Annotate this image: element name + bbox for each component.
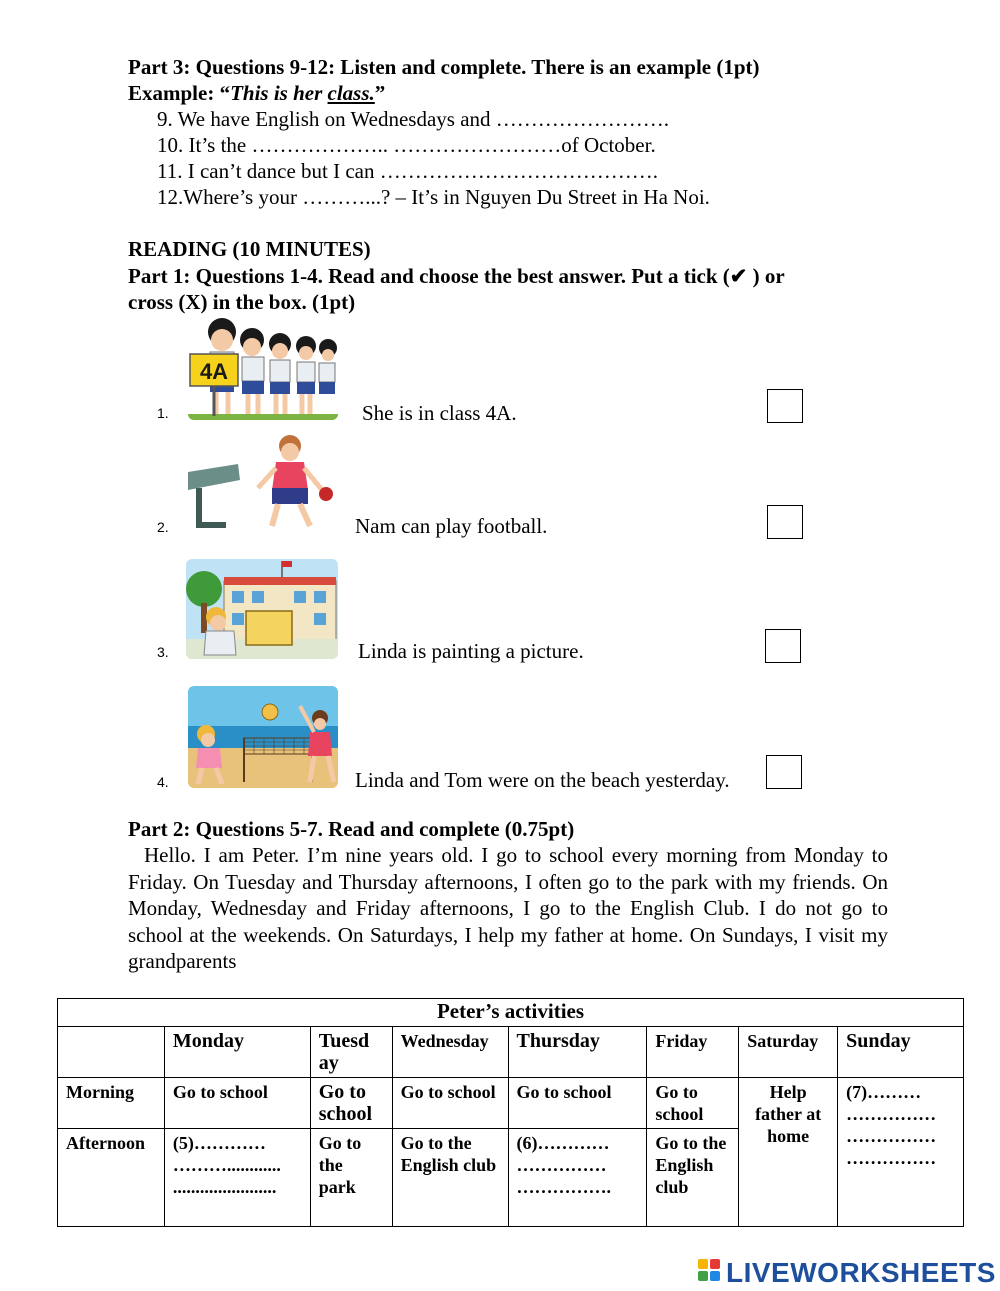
corner-cell [58, 1027, 165, 1078]
item-1-number: 1. [157, 405, 169, 421]
day-sunday: Sunday [838, 1027, 964, 1078]
example-close: ” [374, 81, 386, 105]
part1-heading-line2: cross (X) in the box. (1pt) [128, 290, 356, 314]
item-4-number: 4. [157, 774, 169, 790]
reading-title: READING (10 MINUTES) [128, 237, 371, 261]
answer-box-2[interactable] [767, 505, 803, 539]
answer-box-1[interactable] [767, 389, 803, 423]
answer-7-cell[interactable]: (7)……… …………… …………… …………… [838, 1078, 964, 1227]
morning-wednesday: Go to school [392, 1078, 508, 1129]
day-friday: Friday [647, 1027, 739, 1078]
item-2-sentence: Nam can play football. [355, 514, 548, 538]
part3-example [128, 80, 385, 106]
item-1-sentence: She is in class 4A. [362, 401, 517, 425]
ping-pong-picture [188, 428, 338, 532]
answer-5-cell[interactable]: (5)………… ………............ ....................... [164, 1129, 310, 1227]
painting-picture [186, 559, 338, 659]
liveworksheets-logo-icon [698, 1259, 720, 1281]
morning-label: Morning [58, 1078, 165, 1129]
item-2-number: 2. [157, 519, 169, 535]
example-label: Example: “ [128, 81, 231, 105]
answer-box-4[interactable] [766, 755, 802, 789]
saturday-cell: Help father at home [739, 1078, 838, 1227]
class-4a-picture [188, 316, 338, 420]
liveworksheets-logo[interactable]: LIVEWORKSHEETS [726, 1257, 996, 1288]
question-12: 12.Where’s your ………...? – It’s in Nguyen Du Street in Ha Noi. [157, 185, 710, 209]
day-monday: Monday [164, 1027, 310, 1078]
part3-heading: Part 3: Questions 9-12: Listen and complete. There is an example (1pt) [128, 55, 760, 79]
reading-passage: Hello. I am Peter. I’m nine years old. I go to school every morning from Monday to Friday. On Tuesday and Thursday afternoons, I often go to the park with my friends. On Monday, Wednesday and Friday afternoons, I go to the English Club. I do not go to school at the weekends. On Saturdays, I help my father at home. On Sundays, I visit my grandparents [128, 843, 888, 973]
beach-picture [188, 686, 338, 788]
item-3-number: 3. [157, 644, 169, 660]
day-wednesday: Wednesday [392, 1027, 508, 1078]
item-3-sentence: Linda is painting a picture. [358, 639, 584, 663]
morning-tuesday: Go to school [310, 1078, 392, 1129]
afternoon-label: Afternoon [58, 1129, 165, 1227]
morning-monday: Go to school [164, 1078, 310, 1129]
item-4-sentence: Linda and Tom were on the beach yesterday. [355, 768, 730, 792]
question-10: 10. It’s the ……………….. ……………………of October. [157, 133, 656, 157]
answer-6-cell[interactable]: (6)………… …………… ……………. [508, 1129, 647, 1227]
afternoon-friday: Go to the English club [647, 1129, 739, 1227]
morning-thursday: Go to school [508, 1078, 647, 1129]
afternoon-tuesday: Go to the park [310, 1129, 392, 1227]
question-11: 11. I can’t dance but I can …………………………………. [157, 159, 658, 183]
morning-friday: Go to school [647, 1078, 739, 1129]
table-title: Peter’s activities [58, 999, 964, 1027]
day-saturday: Saturday [739, 1027, 838, 1078]
part1-heading-line1: Part 1: Questions 1-4. Read and choose the best answer. Put a tick (✔ ) or [128, 264, 785, 288]
day-tuesday: Tuesd ay [310, 1027, 392, 1078]
question-9: 9. We have English on Wednesdays and ……………………. [157, 107, 670, 131]
answer-box-3[interactable] [765, 629, 801, 663]
part2-heading: Part 2: Questions 5-7. Read and complete (0.75pt) [128, 817, 575, 841]
peters-activities-table [57, 998, 964, 1227]
day-thursday: Thursday [508, 1027, 647, 1078]
class-sign-text: 4A [199, 359, 229, 384]
afternoon-wednesday: Go to the English club [392, 1129, 508, 1227]
example-answer: class. [327, 81, 375, 105]
example-text: This is her [230, 81, 328, 105]
